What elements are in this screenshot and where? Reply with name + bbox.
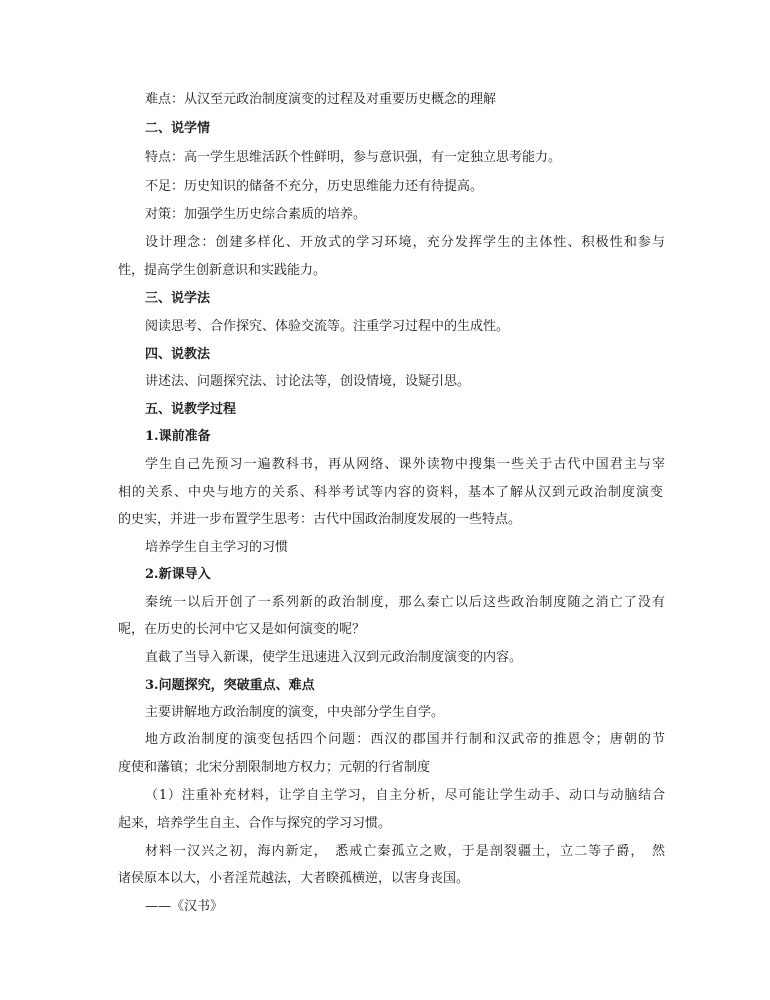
paragraph-countermeasures: 对策：加强学生历史综合素质的培养。 (145, 207, 367, 222)
paragraph-preparation-cont-1: 相的关系、中央与地方的关系、科举考试等内容的资料，基本了解从汉到元政治制度演变 (118, 485, 663, 500)
paragraph-characteristics: 特点：高一学生思维活跃个性鲜明，参与意识强，有一定独立思考能力。 (145, 150, 562, 165)
quote-source: ——《汉书》 (145, 899, 224, 914)
subheading-inquiry: 3.问题探究，突破重点、难点 (145, 678, 315, 693)
paragraph-four-issues: 地方政治制度的演变包括四个问题：西汉的郡国并行制和汉武帝的推恩令；唐朝的节 (145, 732, 665, 747)
paragraph-introduction: 秦统一以后开创了一系列新的政治制度，那么秦亡以后这些政治制度随之消亡了没有 (145, 595, 665, 610)
paragraph-introduction-cont: 呢，在历史的长河中它又是如何演变的呢？ (118, 622, 366, 637)
paragraph-preparation-cont-2: 的史实，并进一步布置学生思考：古代中国政治制度发展的一些特点。 (118, 512, 522, 527)
quote-material-one-cont: 诸侯原本以大，小者淫荒越法，大者睽孤横逆，以害身丧国。 (118, 871, 470, 886)
paragraph-shortcomings: 不足：历史知识的储备不充分，历史思维能力还有待提高。 (145, 179, 484, 194)
paragraph-preparation: 学生自己先预习一遍教科书，再从网络、课外读物中搜集一些关于古代中国君主与宰 (145, 457, 665, 472)
paragraph-local-system-focus: 主要讲解地方政治制度的演变，中央部分学生自学。 (145, 705, 445, 720)
heading-teaching-methods: 四、说教法 (145, 347, 211, 362)
paragraph-teaching-methods: 讲述法、问题探究法、讨论法等，创设情境，设疑引思。 (145, 374, 471, 389)
heading-learner-analysis: 二、说学情 (145, 121, 211, 136)
subheading-introduction: 2.新课导入 (145, 567, 211, 582)
paragraph-four-issues-cont: 度使和藩镇；北宋分割限制地方权力；元朝的行省制度 (118, 760, 431, 775)
paragraph-design-concept: 设计理念：创建多样化、开放式的学习环境，充分发挥学生的主体性、积极性和参与 (145, 235, 665, 250)
paragraph-self-study-habit: 培养学生自主学习的习惯 (145, 540, 289, 555)
paragraph-supplementary-materials-cont: 起来，培养学生自主、合作与探究的学习习惯。 (118, 816, 392, 831)
heading-teaching-process: 五、说教学过程 (145, 402, 237, 417)
heading-learning-methods: 三、说学法 (145, 291, 211, 306)
subheading-preparation: 1.课前准备 (145, 429, 211, 444)
paragraph-design-concept-cont: 性，提高学生创新意识和实践能力。 (118, 263, 327, 278)
paragraph-learning-methods: 阅读思考、合作探究、体验交流等。注重学习过程中的生成性。 (145, 319, 510, 334)
paragraph-difficulty: 难点：从汉至元政治制度演变的过程及对重要历史概念的理解 (145, 92, 497, 107)
paragraph-supplementary-materials: （1）注重补充材料，让学自主学习，自主分析，尽可能让学生动手、动口与动脑结合 (145, 788, 665, 803)
paragraph-direct-intro: 直截了当导入新课，使学生迅速进入汉到元政治制度演变的内容。 (145, 650, 523, 665)
quote-material-one: 材料一汉兴之初，海内新定， 悉戒亡秦孤立之败，于是剖裂疆土，立二等子爵， 然 (145, 844, 665, 859)
